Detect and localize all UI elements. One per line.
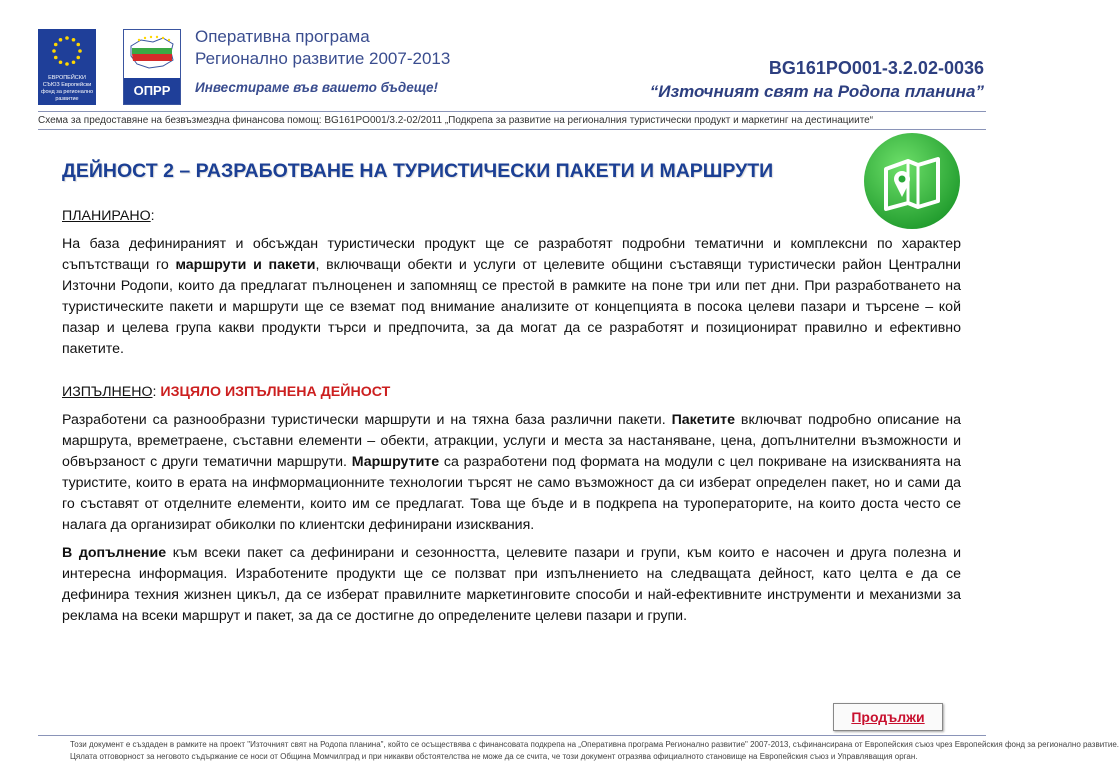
eu-star [72, 38, 76, 42]
eu-star [65, 62, 69, 66]
bulgaria-map-icon [127, 34, 177, 76]
project-code: BG161PO001-3.2.02-0036 [768, 58, 984, 78]
done-heading [62, 382, 961, 403]
header [0, 0, 1024, 110]
header-divider [38, 111, 986, 112]
eu-caption: ЕВРОПЕЙСКИ СЪЮЗ Европейски фонд за регионално развитие [40, 75, 94, 102]
done-text-e: са разработени под формата на модули с цел покриване на изискванията на туристите, които в ерата на инфмормационните технологии търсят не само възможност да си изберат определен пакет, но и сами да го съставят от отделните елементи, които им се предлагат. Това ще бъде и в подкрепа на туроператорите, на които доста често се налага да организират обиколки по клиентски дефинирани изисквания. [62, 454, 962, 533]
program-title [195, 26, 450, 70]
done-paragraph-1 [62, 410, 961, 536]
done-label: ИЗПЪЛНЕНО [62, 384, 153, 400]
done-text-addition-body: към всеки пакет са дефинирани и сезонността, целевите пазари и групи, към които е насочен и друга полезна и интересна информация. Изработените продукти ще се ползват при изпълнението на следващата дейност, като целта е да се дефинира техния жизнен цикъл, да се изберат правилните маркетинговите способи и най-ефективните инструменти и механизми за реклама на всеки маршрут и пакет, за да се достигне до определените целеви пазари и групи. [62, 545, 961, 624]
content [62, 206, 961, 627]
footer-divider [38, 735, 986, 736]
planned-text-bold: маршрути и пакети [175, 257, 316, 273]
eu-flag-icon [38, 29, 96, 73]
done-text-a: Разработени са разнообразни туристически маршрути и на тяхна база различни пакети. [62, 412, 672, 428]
planned-colon: : [150, 208, 155, 224]
eu-star [76, 43, 80, 47]
planned-paragraph [62, 234, 961, 360]
footer-line2: Цялата отговорност за неговото съдържание се носи от Община Момчилград и при никакви обстоятелства не може да се счита, че този документ отразява официалното становище на Европейския съюз и Управляващия орган. [70, 752, 918, 761]
done-text-packages: Пакетите [671, 412, 735, 428]
eu-star [52, 49, 56, 53]
oprr-logo [123, 29, 181, 105]
planned-heading [62, 206, 961, 227]
program-line1: Оперативна програма [195, 27, 370, 46]
oprr-label: ОПРР [124, 78, 180, 104]
eu-star [76, 56, 80, 60]
planned-text-c: , включващи обекти и услуги от целевите общини съставящи туристически район Централни Източни Родопи, които да предлагат пълноценен и запомнящ се престой в рамките на поне три или пет дни. При разработването на туристическите пакети и маршрути ще се вземат под внимание анализите от концепцията в посока целеви пазари и търсене – кой пазар и целева група какви продукти търси и предпочита, за да могат да се разработят и позиционират правилно и ефективно пакетите. [62, 257, 961, 357]
program-line2: Регионално развитие 2007-2013 [195, 49, 451, 68]
done-text-routes: Маршрутите [351, 454, 440, 470]
done-text-c: включват подробно описание на маршрута, времетраене, съставни елементи – обекти, атракции, услуги и места за настаняване, цена, допълнителни възможности и обвързаност с други тематични маршрути. [62, 412, 961, 470]
eu-star [54, 56, 58, 60]
eu-star [72, 60, 76, 64]
eu-star [54, 43, 58, 47]
scheme-divider [38, 129, 986, 130]
eu-star [65, 36, 69, 40]
footer [70, 739, 1119, 763]
planned-label: ПЛАНИРАНО [62, 208, 151, 224]
project-name: “Източният свят на Родопа планина” [649, 82, 984, 101]
done-status: ИЗЦЯЛО ИЗПЪЛНЕНА ДЕЙНОСТ [160, 384, 391, 400]
program-slogan: Инвестираме във вашето бъдеще! [195, 80, 439, 95]
footer-line1: Този документ е създаден в рамките на проект "Източният свят на Родопа планина", който се осъществява с финансовата подкрепа на „Оперативна програма Регионално развитие" 2007-2013, съфинансирана от Европейския съюз чрез Европейския фонд за регионално развитие. [70, 740, 1119, 749]
eu-star [59, 38, 63, 42]
eu-star [78, 49, 82, 53]
section-title: ДЕЙНОСТ 2 – РАЗРАБОТВАНЕ НА ТУРИСТИЧЕСКИ ПАКЕТИ И МАРШРУТИ [62, 160, 774, 182]
planned-text-a: На база дефинираният и обсъждан туристически продукт ще се разработят подробни тематични и комплексни по характер съпътстващи го [62, 236, 961, 273]
done-paragraph-2 [62, 543, 961, 627]
scheme-line: Схема за предоставяне на безвъзмездна финансова помощ: BG161PO001/3.2-02/2011 „Подкрепа за развитие на регионалния туристически продукт и маркетинг на дестинациите“ [38, 115, 874, 126]
eu-logo [38, 29, 96, 105]
next-button[interactable]: Продължи [833, 703, 943, 731]
done-colon: : [152, 384, 161, 400]
done-text-addition: В допълнение [62, 545, 167, 561]
eu-star [59, 60, 63, 64]
